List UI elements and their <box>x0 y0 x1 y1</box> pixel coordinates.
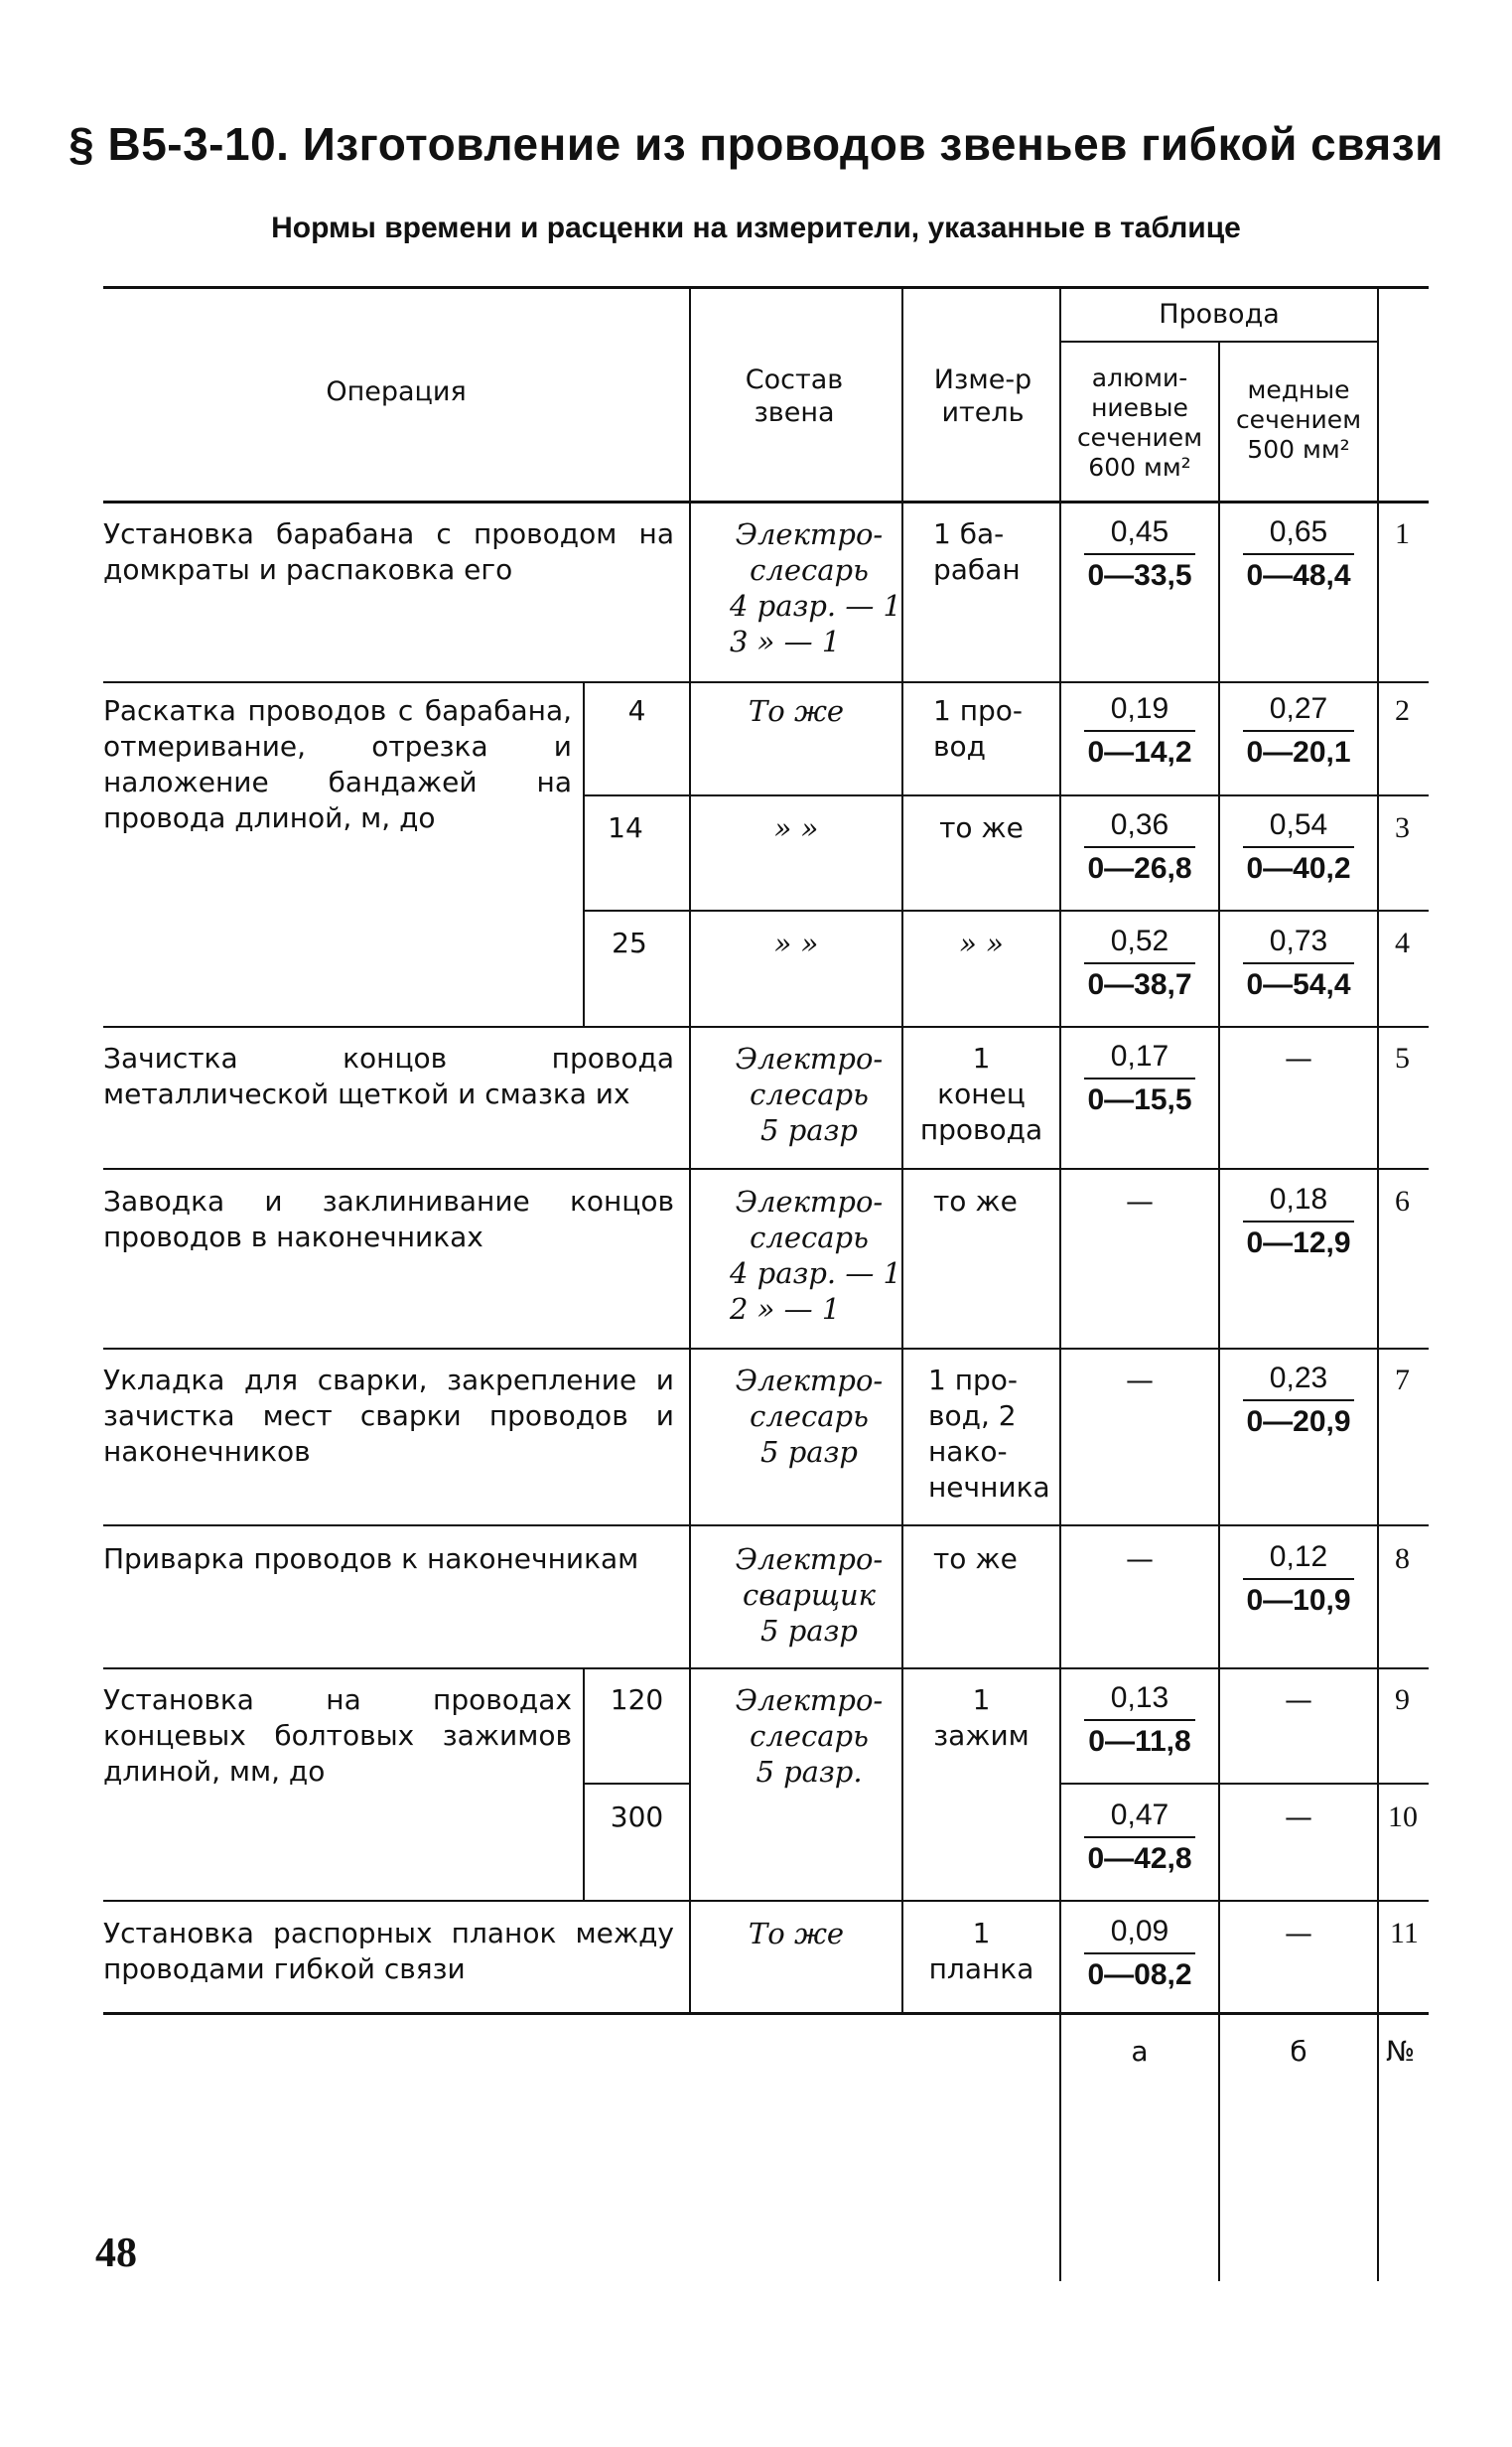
norm-value: 0,18 <box>1269 1183 1328 1216</box>
row-number: 8 <box>1395 1542 1410 1575</box>
column-header-wires: Провода <box>1159 299 1280 330</box>
crew-cell: » » <box>773 811 819 845</box>
norm-value: 0,47 <box>1110 1799 1169 1831</box>
crew-cell: Электро- слесарь 5 разр <box>735 1364 884 1469</box>
rate-value: 0—40,2 <box>1246 852 1351 885</box>
table-bottom-rule <box>103 2012 1429 2015</box>
empty-dash: — <box>1285 1042 1312 1075</box>
fraction-bar <box>1084 1078 1195 1080</box>
column-header-copper: медные сечением 500 мм² <box>1235 375 1362 464</box>
row-number: 4 <box>1395 927 1410 959</box>
unit-cell: то же <box>933 1185 1018 1218</box>
rate-value: 0—38,7 <box>1087 968 1192 1001</box>
empty-dash: — <box>1126 1185 1154 1218</box>
column-header-crew: Состав звена <box>745 364 844 428</box>
fraction-bar <box>1084 1719 1195 1721</box>
row-number: 2 <box>1395 694 1410 727</box>
empty-dash: — <box>1285 1683 1312 1716</box>
fraction-bar <box>1084 1952 1195 1954</box>
length-value: 4 <box>627 694 646 727</box>
fraction-bar <box>1084 730 1195 732</box>
rate-value: 0—20,1 <box>1246 736 1351 769</box>
crew-cell: Электро- слесарь 4 разр. — 1 2 » — 1 <box>730 1185 902 1326</box>
norm-value: 0,73 <box>1269 925 1328 957</box>
section-title: § В5-3-10. Изготовление из проводов звеньев гибкой связи <box>69 118 1443 170</box>
norm-value: 0,27 <box>1269 692 1328 725</box>
section-subtitle: Нормы времени и расценки на измерители, указанные в таблице <box>271 212 1241 244</box>
row-number: 3 <box>1395 811 1410 844</box>
col-rule <box>583 681 585 1028</box>
unit-cell: 1 про- вод, 2 нако- нечника <box>928 1364 1050 1504</box>
fraction-bar <box>1243 730 1354 732</box>
row-rule <box>103 1900 1429 1902</box>
rate-value: 0—54,4 <box>1246 968 1351 1001</box>
unit-cell: 1 планка <box>928 1917 1034 1985</box>
crew-cell: Электро- слесарь 4 разр. — 1 3 » — 1 <box>730 517 902 658</box>
operation-text: Зачистка концов провода металлической щеткой и смазка их <box>103 1042 674 1110</box>
length-value: 120 <box>610 1683 664 1716</box>
col-rule <box>689 288 691 2014</box>
crew-cell: Электро- слесарь 5 разр. <box>735 1683 884 1789</box>
norm-value: 0,65 <box>1269 515 1328 548</box>
empty-dash: — <box>1126 1364 1154 1396</box>
length-value: 14 <box>608 811 643 844</box>
crew-cell: » » <box>773 927 819 960</box>
fraction-bar <box>1243 962 1354 964</box>
unit-cell: 1 ба- рабан <box>933 517 1021 586</box>
operation-text: Приварка проводов к наконечникам <box>103 1542 639 1575</box>
column-header-aluminum: алюми- ниевые сечением 600 мм² <box>1076 363 1203 482</box>
crew-cell: То же <box>748 694 845 728</box>
column-label-b: б <box>1290 2035 1307 2068</box>
crew-cell: Электро- слесарь 5 разр <box>735 1042 884 1147</box>
row-rule <box>103 681 1429 683</box>
row-rule <box>584 794 1429 796</box>
operation-text: Раскатка проводов с барабана, отмеривание, отрезка и наложение бандажей на провода длиной, м, до <box>103 694 572 834</box>
norm-value: 0,23 <box>1269 1362 1328 1394</box>
norm-value: 0,09 <box>1110 1915 1169 1947</box>
unit-cell: 1 про- вод <box>933 694 1024 763</box>
row-rule <box>103 1667 1429 1669</box>
unit-cell: 1 зажим <box>933 1683 1030 1752</box>
norm-value: 0,13 <box>1110 1681 1169 1714</box>
row-number: 9 <box>1395 1683 1410 1716</box>
fraction-bar <box>1084 846 1195 848</box>
fraction-bar <box>1084 553 1195 555</box>
unit-cell: » » <box>959 927 1004 960</box>
header-bottom-rule <box>103 501 1429 504</box>
fraction-bar <box>1243 1578 1354 1580</box>
norm-value: 0,19 <box>1110 692 1169 725</box>
row-rule <box>103 1348 1429 1350</box>
norm-value: 0,54 <box>1269 808 1328 841</box>
unit-cell: то же <box>933 1542 1018 1575</box>
operation-text: Заводка и заклинивание концов проводов в наконечниках <box>103 1185 674 1253</box>
empty-dash: — <box>1285 1917 1312 1949</box>
operation-text: Установка барабана с проводом на домкраты и распаковка его <box>103 517 674 586</box>
norm-value: 0,36 <box>1110 808 1169 841</box>
norm-value: 0,12 <box>1269 1540 1328 1573</box>
operation-text: Установка на проводах концевых болтовых зажимов длиной, мм, до <box>103 1683 572 1788</box>
rate-value: 0—14,2 <box>1087 736 1192 769</box>
column-header-unit: Изме-ритель <box>933 364 1032 428</box>
rate-value: 0—12,9 <box>1246 1226 1351 1259</box>
rate-value: 0—15,5 <box>1087 1083 1192 1116</box>
row-number: 7 <box>1395 1364 1410 1396</box>
table-top-rule <box>103 286 1429 289</box>
norm-value: 0,17 <box>1110 1040 1169 1073</box>
crew-cell: Электро- сварщик 5 разр <box>735 1542 884 1648</box>
row-number: 10 <box>1388 1800 1418 1833</box>
row-rule <box>103 1524 1429 1526</box>
column-label-a: а <box>1131 2035 1149 2068</box>
col-rule <box>1377 288 1379 2281</box>
operation-text: Установка распорных планок между проводами гибкой связи <box>103 1917 674 1985</box>
norm-value: 0,52 <box>1110 925 1169 957</box>
length-value: 25 <box>612 927 647 959</box>
fraction-bar <box>1243 553 1354 555</box>
fraction-bar <box>1084 1836 1195 1838</box>
crew-cell: То же <box>748 1917 845 1950</box>
row-number: 6 <box>1395 1185 1410 1218</box>
rate-value: 0—33,5 <box>1087 559 1192 592</box>
empty-dash: — <box>1126 1542 1154 1575</box>
rate-value: 0—48,4 <box>1246 559 1351 592</box>
unit-cell: 1 конец провода <box>919 1042 1043 1146</box>
column-label-number: № <box>1386 2035 1416 2068</box>
row-rule <box>584 1783 690 1785</box>
col-rule <box>1218 342 1220 2281</box>
empty-dash: — <box>1285 1800 1312 1833</box>
row-rule <box>584 910 1429 912</box>
unit-cell: то же <box>939 811 1024 844</box>
fraction-bar <box>1243 1221 1354 1223</box>
operation-text: Укладка для сварки, закрепление и зачистка мест сварки проводов и наконечников <box>103 1364 674 1468</box>
length-value: 300 <box>610 1800 664 1833</box>
page-number: 48 <box>95 2231 137 2276</box>
rate-value: 0—26,8 <box>1087 852 1192 885</box>
rate-value: 0—42,8 <box>1087 1842 1192 1875</box>
col-rule <box>901 288 903 2014</box>
rate-value: 0—20,9 <box>1246 1405 1351 1438</box>
fraction-bar <box>1243 1399 1354 1401</box>
row-number: 1 <box>1395 517 1410 550</box>
row-rule <box>103 1168 1429 1170</box>
row-rule <box>1059 1783 1429 1785</box>
row-rule <box>103 1026 1429 1028</box>
fraction-bar <box>1243 846 1354 848</box>
rate-value: 0—08,2 <box>1087 1958 1192 1991</box>
fraction-bar <box>1084 962 1195 964</box>
rate-value: 0—11,8 <box>1088 1725 1191 1758</box>
norm-value: 0,45 <box>1110 515 1169 548</box>
row-number: 5 <box>1395 1042 1410 1075</box>
column-header-operation: Операция <box>326 376 467 407</box>
row-number: 11 <box>1390 1917 1419 1949</box>
rate-value: 0—10,9 <box>1246 1584 1351 1617</box>
